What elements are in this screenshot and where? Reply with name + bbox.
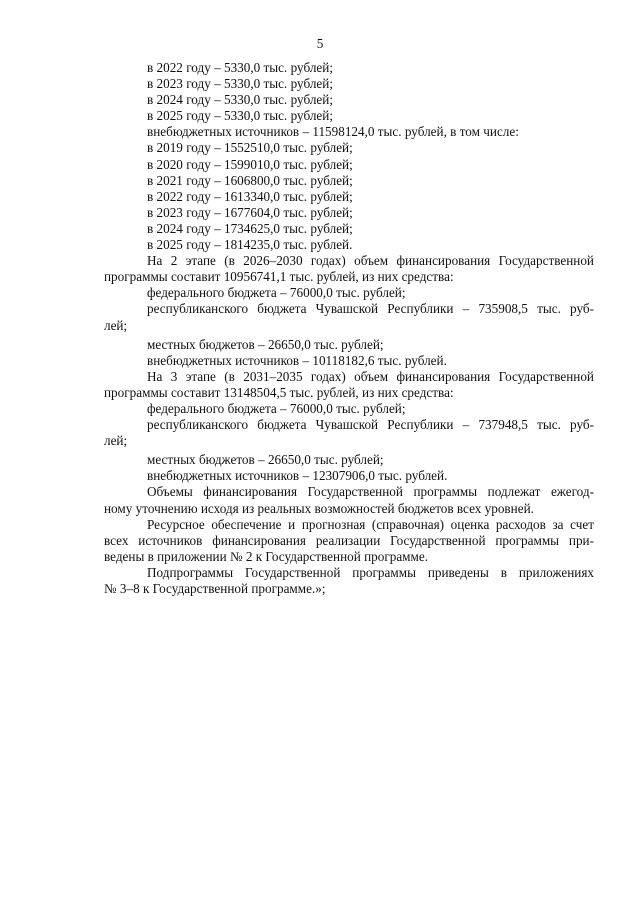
text-line: местных бюджетов – 26650,0 тыс. рублей; [147,336,384,352]
text-line: лей; [104,433,128,449]
text-line: Подпрограммы Государственной программы приведены в приложениях [147,564,594,580]
text-line: в 2025 году – 1814235,0 тыс. рублей. [147,237,353,253]
text-line: в 2022 году – 1613340,0 тыс. рублей; [147,188,353,204]
text-line: в 2023 году – 1677604,0 тыс. рублей; [147,204,353,220]
text-line: программы составит 13148504,5 тыс. рублей, из них средства: [104,384,454,400]
text-line: федерального бюджета – 76000,0 тыс. рублей; [147,400,406,416]
text-line: в 2019 году – 1552510,0 тыс. рублей; [147,140,353,156]
text-line: местных бюджетов – 26650,0 тыс. рублей; [147,452,384,468]
text-line: республиканского бюджета Чувашской Республики – 737948,5 тыс. руб- [147,417,594,433]
text-line: ному уточнению исходя из реальных возможностей бюджетов всех уровней. [104,500,534,516]
text-line: в 2025 году – 5330,0 тыс. рублей; [147,108,333,124]
text-line: внебюджетных источников – 11598124,0 тыс. рублей, в том числе: [147,124,519,140]
document-body [104,60,594,597]
text-line: республиканского бюджета Чувашской Республики – 735908,5 тыс. руб- [147,301,594,317]
text-line: внебюджетных источников – 10118182,6 тыс. рублей. [147,352,447,368]
text-line: внебюджетных источников – 12307906,0 тыс. рублей. [147,468,448,484]
text-line: программы составит 10956741,1 тыс. рублей, из них средства: [104,269,454,285]
text-line: Объемы финансирования Государственной программы подлежат ежегод- [147,484,594,500]
text-line: в 2023 году – 5330,0 тыс. рублей; [147,76,333,92]
text-line: в 2024 году – 1734625,0 тыс. рублей; [147,220,353,236]
text-line: лей; [104,317,128,333]
text-line: в 2021 году – 1606800,0 тыс. рублей; [147,172,353,188]
text-line: На 2 этапе (в 2026–2030 годах) объем финансирования Государственной [147,253,594,269]
text-line: в 2020 году – 1599010,0 тыс. рублей; [147,156,353,172]
text-line: № 3–8 к Государственной программе.»; [104,581,326,596]
text-line: На 3 этапе (в 2031–2035 годах) объем финансирования Государственной [147,368,594,384]
text-line: в 2022 году – 5330,0 тыс. рублей; [147,60,333,75]
text-line: Ресурсное обеспечение и прогнозная (справочная) оценка расходов за счет [147,516,594,532]
text-line: федерального бюджета – 76000,0 тыс. рублей; [147,285,406,301]
page-number: 5 [316,36,324,51]
text-line: ведены в приложении № 2 к Государственной программе. [104,548,429,564]
text-line: в 2024 году – 5330,0 тыс. рублей; [147,92,333,108]
text-line: всех источников финансирования реализации Государственной программы при- [104,532,594,548]
